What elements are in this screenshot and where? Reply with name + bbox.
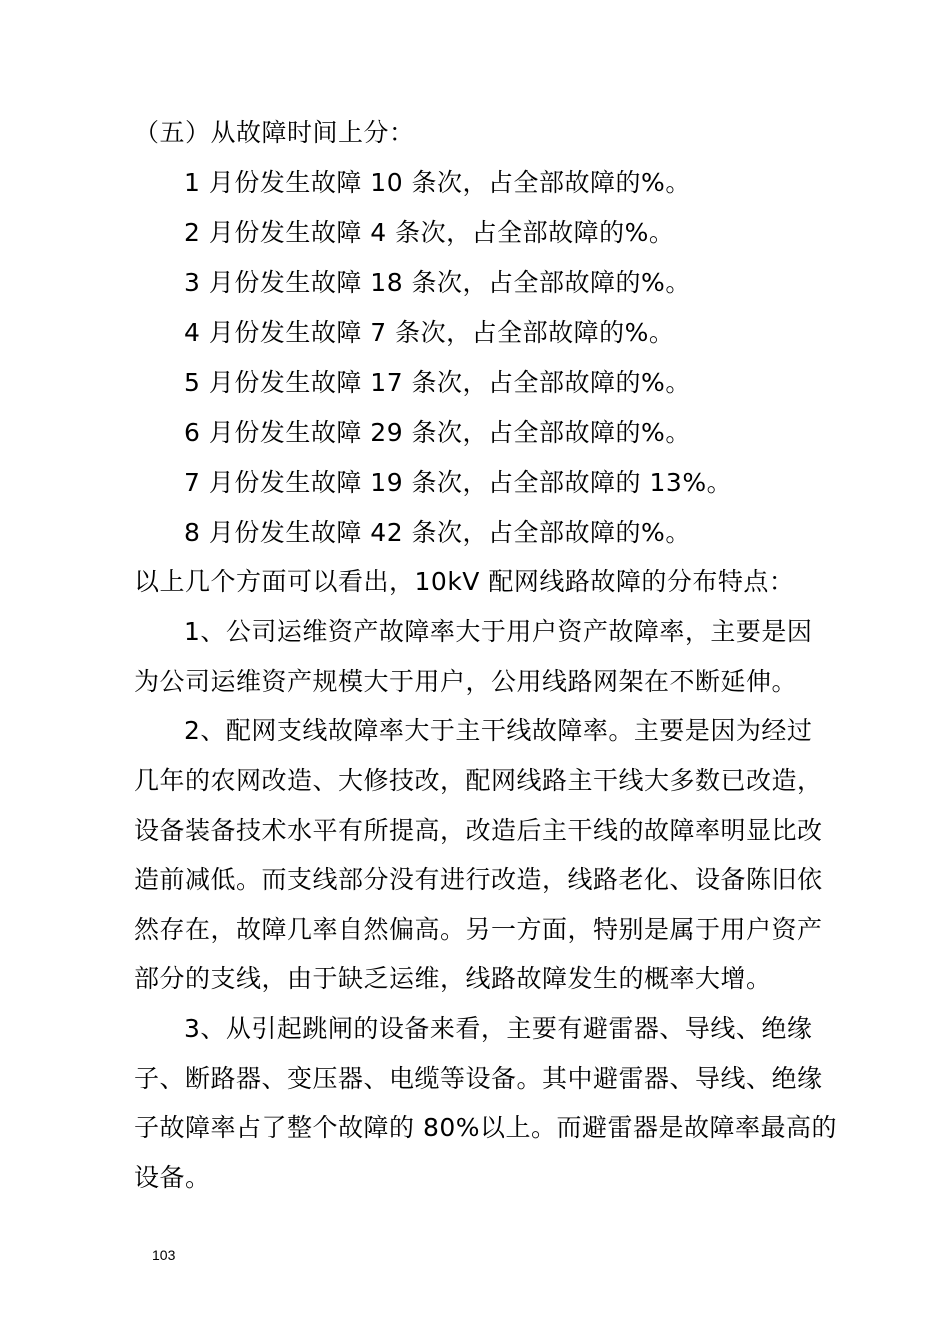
month-6-fault-line: 6 月份发生故障 29 条次，占全部故障的%。 (184, 418, 691, 447)
point-2-line-6: 部分的支线，由于缺乏运维，线路故障发生的概率大增。 (134, 964, 772, 993)
month-7-fault-line: 7 月份发生故障 19 条次，占全部故障的 13%。 (184, 468, 733, 497)
point-3-line-1: 3、从引起跳闸的设备来看，主要有避雷器、导线、绝缘 (184, 1014, 813, 1043)
point-1-line-2: 为公司运维资产规模大于用户，公用线路网架在不断延伸。 (134, 667, 798, 696)
section-heading: （五）从故障时间上分： (134, 118, 415, 147)
point-1-line-1: 1、公司运维资产故障率大于用户资产故障率，主要是因 (184, 617, 813, 646)
month-4-fault-line: 4 月份发生故障 7 条次，占全部故障的%。 (184, 318, 675, 347)
month-1-fault-line: 1 月份发生故障 10 条次，占全部故障的%。 (184, 168, 691, 197)
summary-intro: 以上几个方面可以看出，10kV 配网线路故障的分布特点： (134, 567, 795, 596)
point-2-line-2: 几年的农网改造、大修技改，配网线路主干线大多数已改造， (134, 766, 823, 795)
page-number: 103 (152, 1247, 176, 1263)
month-3-fault-line: 3 月份发生故障 18 条次，占全部故障的%。 (184, 268, 691, 297)
point-3-line-2: 子、断路器、变压器、电缆等设备。其中避雷器、导线、绝缘 (134, 1064, 823, 1093)
month-2-fault-line: 2 月份发生故障 4 条次，占全部故障的%。 (184, 218, 675, 247)
point-2-line-3: 设备装备技术水平有所提高，改造后主干线的故障率明显比改 (134, 816, 823, 845)
month-8-fault-line: 8 月份发生故障 42 条次，占全部故障的%。 (184, 518, 691, 547)
month-5-fault-line: 5 月份发生故障 17 条次，占全部故障的%。 (184, 368, 691, 397)
point-2-line-5: 然存在，故障几率自然偏高。另一方面，特别是属于用户资产 (134, 915, 823, 944)
point-2-line-4: 造前减低。而支线部分没有进行改造，线路老化、设备陈旧依 (134, 865, 823, 894)
point-3-line-3: 子故障率占了整个故障的 80%以上。而避雷器是故障率最高的 (134, 1113, 838, 1142)
point-2-line-1: 2、配网支线故障率大于主干线故障率。主要是因为经过 (184, 716, 813, 745)
point-3-line-4: 设备。 (134, 1163, 211, 1192)
